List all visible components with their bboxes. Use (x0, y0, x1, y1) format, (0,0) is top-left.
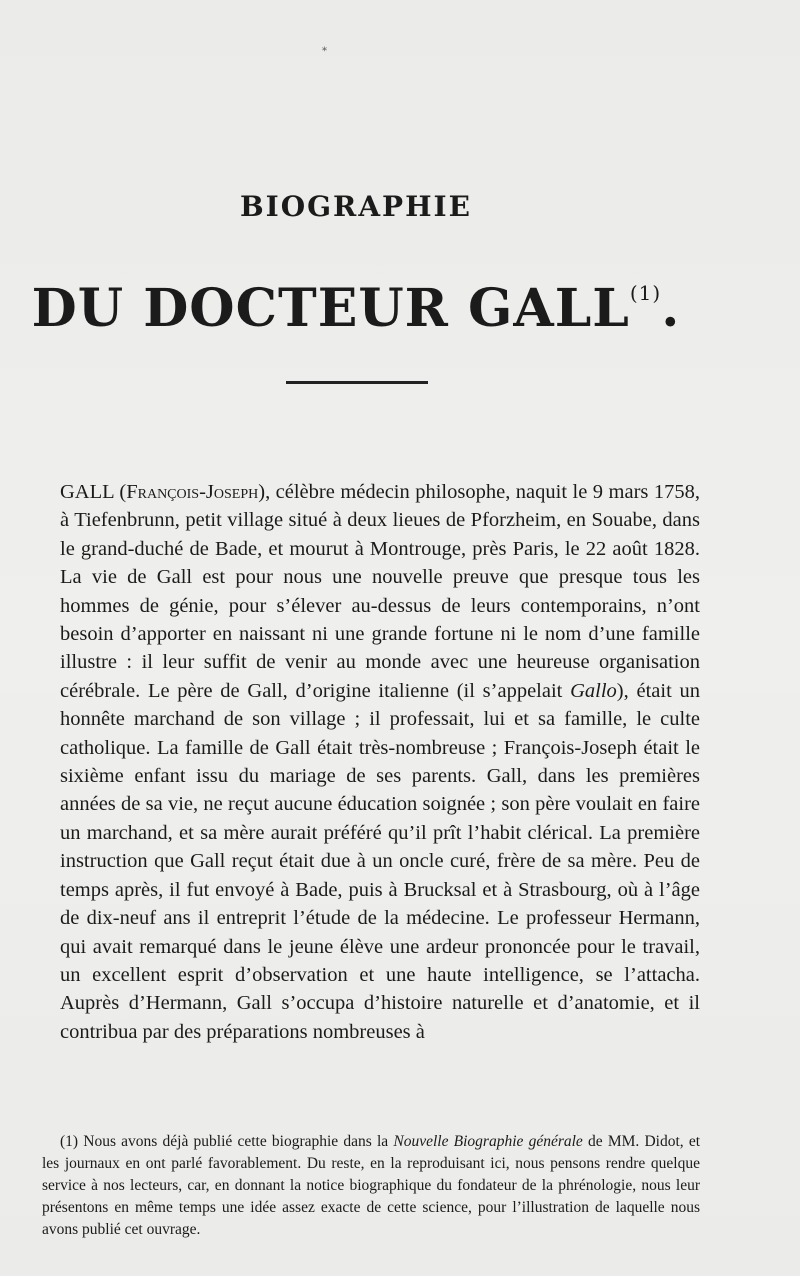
footnote-italic: Nouvelle Biographie générale (393, 1133, 583, 1150)
text-segment-2: ), était un honnête marchand de son village ; il professait, lui et sa famille, le culte catholique. La famille de Gall était très-nombreuse ; François-Joseph était le sixième enfant issu du mariage de ses parents. Gall, dans les premières années de sa vie, ne reçut aucune éducation soignée ; son père voulait en faire un marchand, et sa mère aurait préféré qu’il prît l’habit clérical. La première instruction que Gall reçut était due à un oncle curé, frère de sa mère. Peu de temps après, il fut envoyé à Bade, puis à Brucksal et à Strasbourg, où à l’âge de dix-neuf ans il entreprit l’étude de la médecine. Le professeur Hermann, qui avait remarqué dans le jeune élève une ardeur prononcée pour le travail, un excellent esprit d’observation et une haute intelligence, se l’attacha. Auprès d’Hermann, Gall s’occupa d’histoire naturelle et d’anatomie, et il contribua par des préparations nombreuses à (60, 679, 700, 1043)
section-heading: BIOGRAPHIE (239, 190, 472, 223)
top-mark: * (322, 46, 327, 57)
footnote-text-2: de MM. Didot, et les journaux en ont parlé favorablement. Du reste, en la reproduisant ici, nous pensons rendre quelque service à nos lecteurs, car, en donnant la notice biographique du fondateur de la phrénologie, nous leur présentons en même temps une idée assez exacte de cette science, pour l’illustration de laquelle nous avons publié cet ouvrage. (42, 1133, 701, 1238)
subject-name: GALL (60, 481, 114, 503)
page-title (0, 263, 712, 339)
paragraph (60, 478, 700, 1046)
title-text: DU DOCTEUR GALL (31, 278, 630, 339)
footnote (42, 1131, 700, 1241)
footnote-text-1: (1) Nous avons déjà publié cette biographie dans la (60, 1133, 394, 1150)
footnote-marker: (1) (629, 281, 662, 305)
body-paragraph (60, 478, 700, 1046)
text-segment-1: , célèbre médecin philosophe, naquit le 9 mars 1758, à Tiefenbrunn, petit village situé à deux lieues de Pforzheim, en Souabe, dans le grand-duché de Bade, et mourut à Montrouge, près Paris, le 22 août 1828. La vie de Gall est pour nous une nouvelle preuve que presque tous les hommes de génie, pour s’élever au-dessus de leurs contemporains, n’ont besoin d’apporter en naissant ni une grande fortune ni le nom d’une famille illustre : il leur suffit de venir au monde avec une heureuse organisation cérébrale. Le père de Gall, d’origine italienne (il s’appelait (60, 481, 700, 702)
title-period: . (661, 278, 681, 339)
italic-name: Gallo (570, 679, 617, 702)
subject-given-names: (François-Joseph) (119, 481, 266, 503)
title-rule (286, 381, 428, 384)
